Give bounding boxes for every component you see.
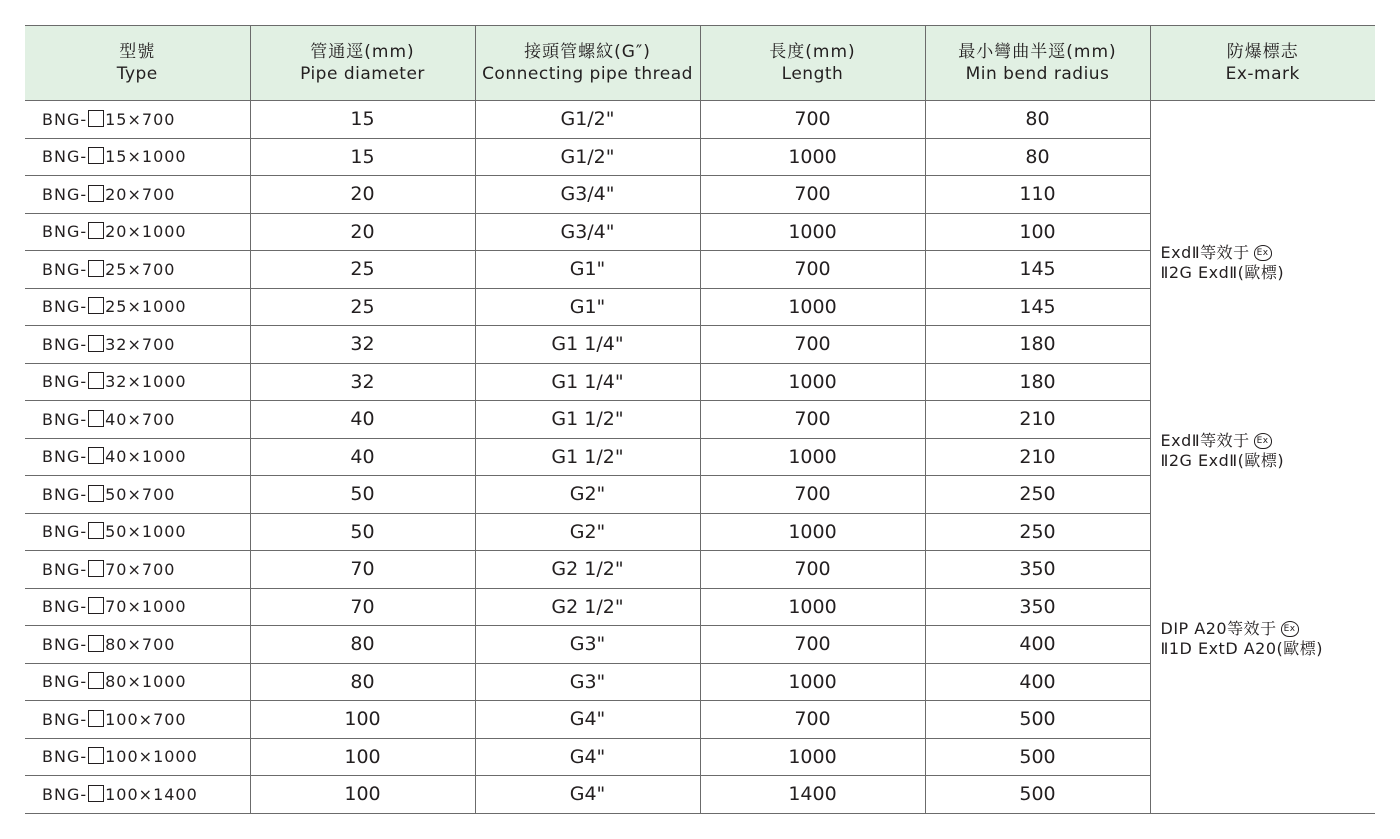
- cell-type: [25, 513, 250, 551]
- cell-radius: 350: [925, 551, 1150, 589]
- cell-length: 1000: [700, 588, 925, 626]
- blank-box-icon: [88, 560, 104, 577]
- cell-type: [25, 326, 250, 364]
- header-diameter-zh: 管通逕(mm): [310, 42, 415, 62]
- cell-length: 700: [700, 326, 925, 364]
- blank-box-icon: [88, 372, 104, 389]
- cell-length: 700: [700, 476, 925, 514]
- type-prefix: BNG-: [42, 559, 88, 579]
- cell-thread: G3/4": [475, 176, 700, 214]
- cell-diameter: 15: [250, 101, 475, 139]
- blank-box-icon: [88, 785, 104, 802]
- cell-length: 700: [700, 176, 925, 214]
- blank-box-icon: [88, 260, 104, 277]
- cell-thread: G1": [475, 251, 700, 289]
- type-suffix: 25×1000: [105, 297, 187, 317]
- header-radius-zh: 最小彎曲半逕(mm): [958, 42, 1117, 62]
- cell-diameter: 40: [250, 401, 475, 439]
- table-body: [25, 101, 1375, 814]
- header-thread-en: Connecting pipe thread: [482, 64, 693, 84]
- type-suffix: 100×1000: [105, 747, 198, 767]
- header-radius: [925, 26, 1150, 101]
- header-diameter: [250, 26, 475, 101]
- exmark-line2: Ⅱ2G ExdⅡ(歐標): [1160, 451, 1285, 470]
- cell-diameter: 40: [250, 438, 475, 476]
- type-suffix: 40×700: [105, 409, 176, 429]
- spec-table: [25, 25, 1375, 814]
- cell-type: [25, 738, 250, 776]
- cell-thread: G1/2": [475, 138, 700, 176]
- type-prefix: BNG-: [42, 784, 88, 804]
- header-type: [25, 26, 250, 101]
- header-exmark: [1150, 26, 1375, 101]
- cell-thread: G2": [475, 476, 700, 514]
- header-length: [700, 26, 925, 101]
- cell-thread: G1": [475, 288, 700, 326]
- cell-type: [25, 101, 250, 139]
- cell-diameter: 25: [250, 251, 475, 289]
- cell-diameter: 80: [250, 663, 475, 701]
- type-suffix: 20×1000: [105, 222, 187, 242]
- cell-type: [25, 476, 250, 514]
- type-suffix: 32×700: [105, 334, 176, 354]
- blank-box-icon: [88, 597, 104, 614]
- cell-type: [25, 663, 250, 701]
- blank-box-icon: [88, 710, 104, 727]
- blank-box-icon: [88, 222, 104, 239]
- cell-length: 1000: [700, 363, 925, 401]
- header-exmark-en: Ex-mark: [1225, 64, 1300, 84]
- cell-length: 700: [700, 401, 925, 439]
- cell-length: 700: [700, 101, 925, 139]
- type-prefix: BNG-: [42, 597, 88, 617]
- cell-radius: 250: [925, 513, 1150, 551]
- header-length-en: Length: [781, 64, 844, 84]
- cell-length: 700: [700, 701, 925, 739]
- blank-box-icon: [88, 635, 104, 652]
- cell-type: [25, 401, 250, 439]
- type-suffix: 100×1400: [105, 784, 198, 804]
- cell-thread: G4": [475, 738, 700, 776]
- type-prefix: BNG-: [42, 522, 88, 542]
- cell-diameter: 50: [250, 513, 475, 551]
- exmark-line1-text: ExdⅡ等效于: [1160, 431, 1250, 450]
- type-prefix: BNG-: [42, 447, 88, 467]
- cell-type: [25, 551, 250, 589]
- cell-radius: 350: [925, 588, 1150, 626]
- blank-box-icon: [88, 747, 104, 764]
- ex-certification-icon: Ex: [1254, 433, 1272, 449]
- cell-thread: G2 1/2": [475, 551, 700, 589]
- cell-radius: 250: [925, 476, 1150, 514]
- cell-diameter: 32: [250, 326, 475, 364]
- blank-box-icon: [88, 410, 104, 427]
- cell-thread: G3": [475, 663, 700, 701]
- cell-radius: 180: [925, 326, 1150, 364]
- cell-radius: 210: [925, 401, 1150, 439]
- type-prefix: BNG-: [42, 484, 88, 504]
- type-suffix: 15×700: [105, 109, 176, 129]
- cell-diameter: 50: [250, 476, 475, 514]
- cell-length: 1000: [700, 513, 925, 551]
- type-prefix: BNG-: [42, 147, 88, 167]
- cell-radius: 80: [925, 138, 1150, 176]
- type-prefix: BNG-: [42, 709, 88, 729]
- cell-length: 1000: [700, 288, 925, 326]
- cell-diameter: 100: [250, 738, 475, 776]
- exmark-block: [1161, 431, 1285, 471]
- cell-diameter: 20: [250, 213, 475, 251]
- header-radius-en: Min bend radius: [965, 64, 1110, 84]
- type-suffix: 80×1000: [105, 672, 187, 692]
- cell-radius: 210: [925, 438, 1150, 476]
- cell-radius: 180: [925, 363, 1150, 401]
- cell-radius: 400: [925, 663, 1150, 701]
- blank-box-icon: [88, 297, 104, 314]
- type-prefix: BNG-: [42, 634, 88, 654]
- cell-radius: 80: [925, 101, 1150, 139]
- type-suffix: 25×700: [105, 259, 176, 279]
- cell-radius: 110: [925, 176, 1150, 214]
- spec-table-container: [25, 25, 1375, 814]
- exmark-line2: Ⅱ2G ExdⅡ(歐標): [1160, 263, 1285, 282]
- blank-box-icon: [88, 522, 104, 539]
- cell-length: 1400: [700, 776, 925, 814]
- cell-diameter: 20: [250, 176, 475, 214]
- cell-diameter: 15: [250, 138, 475, 176]
- cell-type: [25, 588, 250, 626]
- blank-box-icon: [88, 485, 104, 502]
- table-header: [25, 26, 1375, 101]
- cell-thread: G4": [475, 776, 700, 814]
- header-thread-zh: 接頭管螺紋(G″): [524, 42, 651, 62]
- cell-diameter: 100: [250, 701, 475, 739]
- cell-type: [25, 626, 250, 664]
- cell-radius: 500: [925, 776, 1150, 814]
- header-type-en: Type: [116, 64, 158, 84]
- blank-box-icon: [88, 185, 104, 202]
- cell-type: [25, 776, 250, 814]
- cell-type: [25, 288, 250, 326]
- cell-type: [25, 251, 250, 289]
- cell-length: 1000: [700, 438, 925, 476]
- ex-certification-icon: Ex: [1254, 245, 1272, 261]
- type-prefix: BNG-: [42, 297, 88, 317]
- exmark-line1: [1161, 431, 1285, 451]
- cell-thread: G3/4": [475, 213, 700, 251]
- ex-certification-icon: Ex: [1281, 621, 1299, 637]
- type-suffix: 70×1000: [105, 597, 187, 617]
- cell-diameter: 70: [250, 551, 475, 589]
- type-suffix: 15×1000: [105, 147, 187, 167]
- cell-diameter: 32: [250, 363, 475, 401]
- header-length-zh: 長度(mm): [769, 42, 856, 62]
- type-prefix: BNG-: [42, 222, 88, 242]
- cell-thread: G2": [475, 513, 700, 551]
- exmark-block: [1161, 243, 1285, 283]
- header-type-zh: 型號: [119, 42, 156, 62]
- header-thread: [475, 26, 700, 101]
- blank-box-icon: [88, 110, 104, 127]
- type-prefix: BNG-: [42, 672, 88, 692]
- cell-length: 1000: [700, 213, 925, 251]
- type-suffix: 50×700: [105, 484, 176, 504]
- exmark-line1: [1161, 243, 1285, 263]
- exmark-line1-text: DIP A20等效于: [1160, 619, 1277, 638]
- type-prefix: BNG-: [42, 184, 88, 204]
- exmark-line1-text: ExdⅡ等效于: [1160, 243, 1250, 262]
- cell-type: [25, 138, 250, 176]
- cell-radius: 145: [925, 288, 1150, 326]
- cell-thread: G1 1/2": [475, 401, 700, 439]
- type-suffix: 80×700: [105, 634, 176, 654]
- blank-box-icon: [88, 447, 104, 464]
- type-suffix: 70×700: [105, 559, 176, 579]
- type-prefix: BNG-: [42, 409, 88, 429]
- cell-type: [25, 701, 250, 739]
- cell-length: 700: [700, 551, 925, 589]
- cell-type: [25, 213, 250, 251]
- type-prefix: BNG-: [42, 109, 88, 129]
- type-suffix: 20×700: [105, 184, 176, 204]
- header-exmark-zh: 防爆標志: [1226, 42, 1299, 62]
- cell-length: 1000: [700, 663, 925, 701]
- cell-radius: 100: [925, 213, 1150, 251]
- cell-thread: G1 1/4": [475, 326, 700, 364]
- exmark-line2: Ⅱ1D ExtD A20(歐標): [1160, 639, 1324, 658]
- type-suffix: 40×1000: [105, 447, 187, 467]
- exmark-line1: [1161, 619, 1324, 639]
- type-suffix: 50×1000: [105, 522, 187, 542]
- cell-thread: G1 1/4": [475, 363, 700, 401]
- cell-radius: 500: [925, 701, 1150, 739]
- cell-thread: G1 1/2": [475, 438, 700, 476]
- cell-thread: G1/2": [475, 101, 700, 139]
- cell-type: [25, 176, 250, 214]
- type-prefix: BNG-: [42, 372, 88, 392]
- cell-diameter: 70: [250, 588, 475, 626]
- type-prefix: BNG-: [42, 259, 88, 279]
- cell-radius: 500: [925, 738, 1150, 776]
- cell-thread: G3": [475, 626, 700, 664]
- cell-length: 700: [700, 251, 925, 289]
- header-diameter-en: Pipe diameter: [300, 64, 425, 84]
- cell-type: [25, 438, 250, 476]
- cell-length: 1000: [700, 138, 925, 176]
- blank-box-icon: [88, 335, 104, 352]
- type-prefix: BNG-: [42, 334, 88, 354]
- blank-box-icon: [88, 672, 104, 689]
- cell-exmark: [1150, 101, 1375, 814]
- cell-length: 1000: [700, 738, 925, 776]
- cell-thread: G4": [475, 701, 700, 739]
- cell-radius: 145: [925, 251, 1150, 289]
- cell-diameter: 80: [250, 626, 475, 664]
- cell-radius: 400: [925, 626, 1150, 664]
- exmark-block: [1161, 619, 1324, 659]
- blank-box-icon: [88, 147, 104, 164]
- cell-type: [25, 363, 250, 401]
- type-suffix: 32×1000: [105, 372, 187, 392]
- type-suffix: 100×700: [105, 709, 187, 729]
- cell-diameter: 100: [250, 776, 475, 814]
- cell-diameter: 25: [250, 288, 475, 326]
- cell-thread: G2 1/2": [475, 588, 700, 626]
- cell-length: 700: [700, 626, 925, 664]
- type-prefix: BNG-: [42, 747, 88, 767]
- table-row: [25, 101, 1375, 139]
- header-row: [25, 26, 1375, 101]
